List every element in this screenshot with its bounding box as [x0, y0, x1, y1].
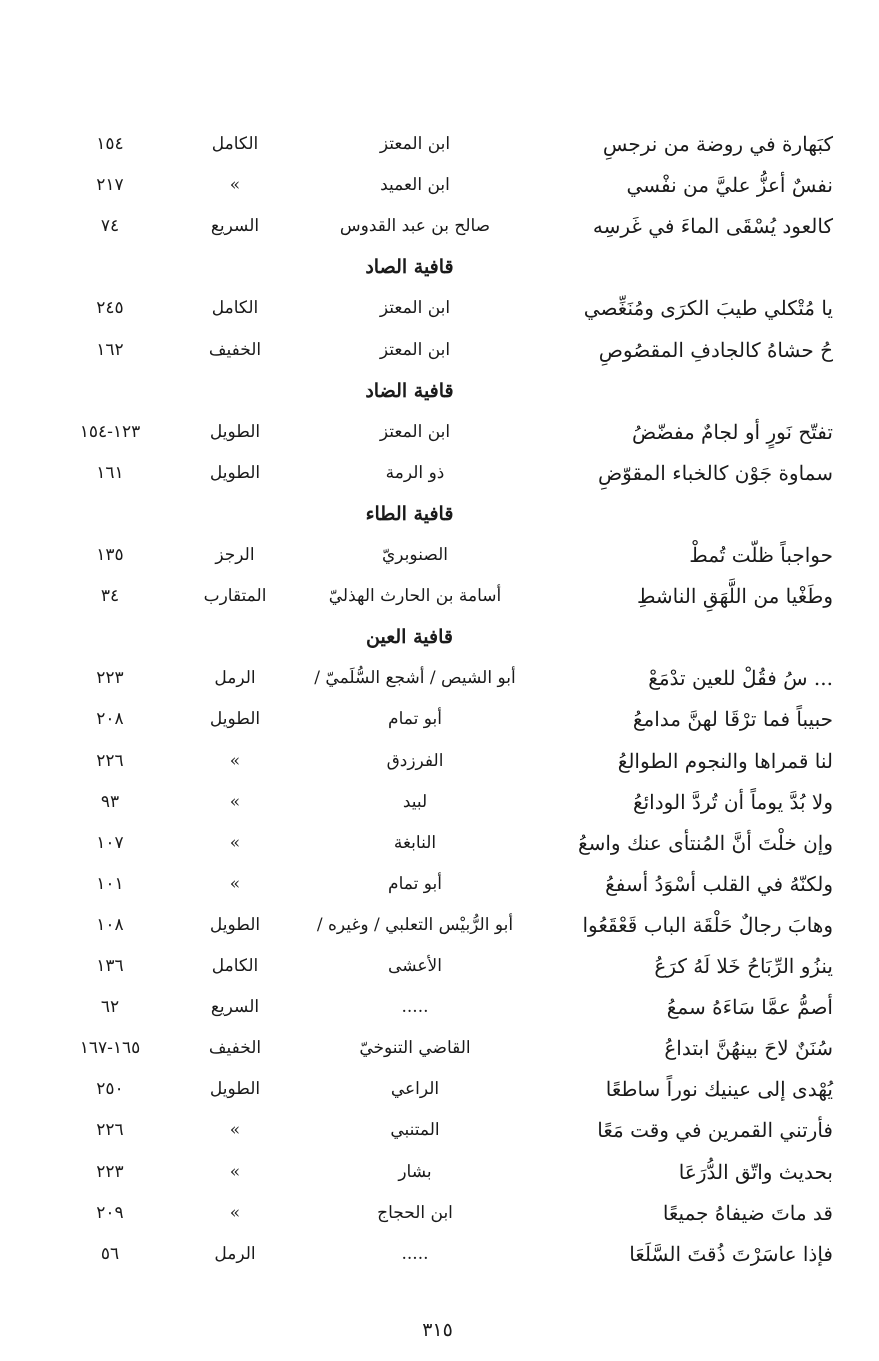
verse-text: ولا بُدَّ يوماً أن تُردَّ الودائعُ [632, 790, 833, 814]
poet-name: بشار [398, 1162, 432, 1182]
poet-name: القاضي التنوخيّ [359, 1038, 471, 1058]
poet-name: ابن العميد [380, 175, 450, 195]
poet-name: ..... [401, 1244, 429, 1264]
meter-name: الطويل [209, 422, 261, 442]
index-entry-row [0, 699, 879, 740]
index-entry-row [0, 288, 879, 329]
index-entry-row [0, 1193, 879, 1234]
verse-text: سُنَنٌ لاحَ بينهُنَّ ابتداعُ [664, 1036, 833, 1060]
page-refs: ٢٢٦ [96, 751, 124, 771]
page-refs: ١٠٨ [96, 915, 124, 935]
poet-name: ابن المعتز [379, 422, 451, 442]
verse-text: يا مُتْكلي طيبَ الكرَى ومُنَغِّصي [583, 296, 833, 320]
page-refs: ١٢٣-١٥٤ [79, 422, 141, 442]
page-refs: ١٦٢ [96, 340, 124, 360]
page-refs: ٢١٧ [96, 175, 124, 195]
poet-name: أبو تمام [388, 709, 442, 729]
meter-name: » [229, 874, 241, 894]
section-heading-text: قافية الطاء [365, 503, 454, 525]
verse-text: ينزُو الرِّبَاحُ خَلا لَهُ كرَعُ [654, 954, 833, 978]
index-entry-row [0, 1110, 879, 1151]
verse-text: حُ حشاهُ كالجادفِ المقصُوصِ [598, 338, 833, 362]
page-refs: ٩٣ [100, 792, 120, 812]
verse-text: سماوة جَوْن كالخباء المقوّضِ [598, 461, 833, 485]
verse-text: قد ماتَ ضيفاهُ جميعًا [662, 1201, 833, 1225]
meter-name: الرجز [215, 545, 255, 565]
meter-name: الخفيف [208, 1038, 262, 1058]
poet-name: أبو تمام [388, 874, 442, 894]
poet-name: ذو الرمة [385, 463, 445, 483]
meter-name: » [229, 175, 241, 195]
meter-name: » [229, 833, 241, 853]
poet-name: أبو الرُّبيْس التعلبي / وغيره / [316, 915, 514, 935]
page-refs: ١٥٤ [96, 134, 124, 154]
verse-text: حواجباً ظلّت تُمطْ [689, 543, 833, 567]
page-refs: ١٠١ [96, 874, 124, 894]
verse-text: أصمُّ عمَّا سَاءَهُ سمعُ [666, 995, 833, 1019]
meter-name: » [229, 1120, 241, 1140]
index-entry-row [0, 741, 879, 782]
verse-text: ولكنّهُ في القلب أسْوَدُ أسفعُ [605, 872, 833, 896]
poet-name: المتنبي [390, 1120, 440, 1140]
index-entry-row [0, 658, 879, 699]
verse-text: كالعود يُسْقَى الماءَ في غَرسِه [592, 214, 833, 238]
page-refs: ٧٤ [100, 216, 120, 236]
verse-text: بحديث واتّق الدُّرَعَا [678, 1160, 833, 1184]
poet-name: ..... [401, 997, 429, 1017]
index-entry-row [0, 535, 879, 576]
page-refs: ١٦٥-١٦٧ [79, 1038, 141, 1058]
page-refs: ٣٤ [100, 586, 120, 606]
meter-name: الرمل [214, 1244, 256, 1264]
index-entry-row [0, 864, 879, 905]
poet-name: صالح بن عبد القدوس [339, 216, 491, 236]
meter-name: » [229, 792, 241, 812]
verse-text: كبَهارة في روضة من نرجسِ [602, 132, 833, 156]
meter-name: الرمل [214, 668, 256, 688]
poet-name: الراعي [390, 1079, 440, 1099]
meter-name: » [229, 751, 241, 771]
verse-text: وإن خلْتَ أنَّ المُنتأى عنك واسعُ [577, 831, 833, 855]
page-refs: ٢٠٩ [96, 1203, 124, 1223]
poet-name: لبيد [402, 792, 428, 812]
meter-name: » [229, 1203, 241, 1223]
meter-name: الطويل [209, 709, 261, 729]
page-refs: ٢٠٨ [96, 709, 124, 729]
verse-text: حبيباً فما ترْقَا لهنَّ مدامعُ [632, 707, 833, 731]
verse-text: وطَغْيا من اللَّهَقِ الناشطِ [636, 584, 833, 608]
verse-text: فأرتني القمرين في وقت مَعًا [597, 1118, 833, 1142]
meter-name: الكامل [211, 134, 259, 154]
index-entry-row [0, 1152, 879, 1193]
verse-text: ... سُ فقُلْ للعين تدْمَعْ [648, 666, 833, 690]
meter-name: الطويل [209, 915, 261, 935]
page-refs: ٢٥٠ [96, 1079, 124, 1099]
poet-name: ابن المعتز [379, 340, 451, 360]
verse-text: وهابَ رجالٌ حَلْقَة الباب قَعْقَعُوا [582, 913, 833, 937]
index-entry-row [0, 412, 879, 453]
poet-name: ابن المعتز [379, 134, 451, 154]
section-heading-text: قافية الضاد [365, 380, 454, 402]
index-entry-row [0, 576, 879, 617]
page-refs: ١٣٦ [96, 956, 124, 976]
rhyme-section-heading [0, 371, 879, 412]
poet-name: أبو الشيص / أشجع السُّلَميّ / [314, 668, 516, 688]
index-entry-row [0, 165, 879, 206]
verse-text: نفسٌ أعزُّ عليَّ من نفْسي [626, 173, 833, 197]
poet-name: أسامة بن الحارث الهذليّ [328, 586, 502, 606]
verse-text: لنا قمراها والنجوم الطوالعُ [617, 749, 833, 773]
poet-name: الصنوبريّ [382, 545, 448, 565]
page-number [0, 1310, 879, 1350]
meter-name: الخفيف [208, 340, 262, 360]
meter-name: الطويل [209, 463, 261, 483]
rhyme-section-heading [0, 494, 879, 535]
rhyme-section-heading [0, 247, 879, 288]
page-refs: ١٣٥ [96, 545, 124, 565]
page-refs: ٥٦ [100, 1244, 120, 1264]
verse-text: فإذا عاسَرْتَ ذُقتَ السَّلَعَا [629, 1242, 833, 1266]
meter-name: المتقارب [203, 586, 267, 606]
meter-name: الطويل [209, 1079, 261, 1099]
index-entry-row [0, 905, 879, 946]
index-entry-row [0, 782, 879, 823]
page-refs: ١٠٧ [96, 833, 124, 853]
index-entry-row [0, 823, 879, 864]
meter-name: الكامل [211, 298, 259, 318]
index-entry-row [0, 124, 879, 165]
poet-name: ابن المعتز [379, 298, 451, 318]
section-heading-text: قافية العين [366, 626, 453, 648]
page-refs: ٢٢٣ [96, 668, 124, 688]
page-number-text: ٣١٥ [422, 1319, 453, 1341]
meter-name: » [229, 1162, 241, 1182]
meter-name: السريع [210, 216, 260, 236]
index-entry-row [0, 1028, 879, 1069]
rhyme-section-heading [0, 617, 879, 658]
page-refs: ٦٢ [100, 997, 120, 1017]
index-entry-row [0, 1234, 879, 1275]
page-refs: ١٦١ [96, 463, 124, 483]
section-heading-text: قافية الصاد [365, 256, 454, 278]
poet-name: الفرزدق [386, 751, 444, 771]
poet-name: النابغة [393, 833, 437, 853]
meter-name: الكامل [211, 956, 259, 976]
verse-text: تفتّح نَورٍ أو لجامٌ مفضّضُ [632, 420, 833, 444]
poet-name: الأعشى [388, 956, 442, 976]
index-entry-row [0, 206, 879, 247]
index-entry-row [0, 987, 879, 1028]
index-entry-row [0, 330, 879, 371]
page-refs: ٢٢٦ [96, 1120, 124, 1140]
meter-name: السريع [210, 997, 260, 1017]
poet-name: ابن الحجاج [377, 1203, 453, 1223]
index-entry-row [0, 453, 879, 494]
verse-text: يُهْدى إلى عينيك نوراً ساطعًا [605, 1077, 833, 1101]
page-refs: ٢٤٥ [96, 298, 124, 318]
index-entry-row [0, 1069, 879, 1110]
page-refs: ٢٢٣ [96, 1162, 124, 1182]
index-entry-row [0, 946, 879, 987]
